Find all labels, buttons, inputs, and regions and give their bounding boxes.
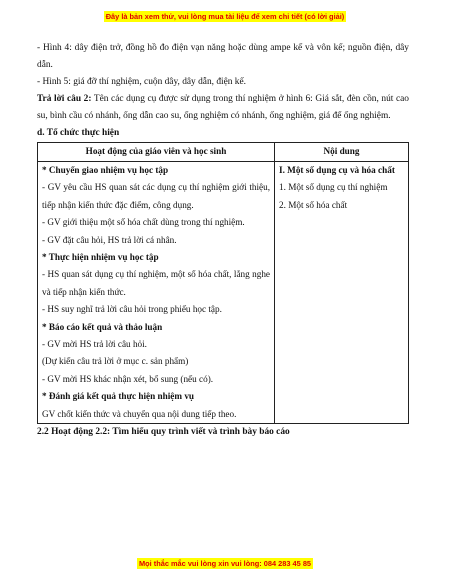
paragraph-answer-2 (37, 91, 409, 125)
content-line: 1. Một số dụng cụ thí nghiệm (279, 182, 388, 193)
table-header-row (38, 143, 409, 162)
table-row (38, 162, 409, 424)
content-line: 2. Một số hóa chất (279, 199, 348, 210)
step-line: - HS suy nghĩ trả lời câu hỏi trong phiếu học tập. (42, 304, 222, 315)
section-heading-d: d. Tổ chức thực hiện (37, 128, 120, 138)
section-heading-2-2: 2.2 Hoạt động 2.2: Tìm hiểu quy trình viết và trình bày báo cáo (37, 427, 290, 438)
contact-footer (0, 553, 450, 571)
step-heading: * Chuyển giao nhiệm vụ học tập (42, 165, 169, 175)
col-header-activities: Hoạt động của giáo viên và học sinh (38, 143, 275, 162)
step-line: - GV mời HS khác nhận xét, bổ sung (nếu có). (42, 373, 214, 384)
content-heading: I. Một số dụng cụ và hóa chất (279, 165, 395, 175)
paragraph-hinh-5: - Hình 5: giá đỡ thí nghiệm, cuộn dây, dây dẫn, điện kế. (37, 77, 246, 87)
content-cell (275, 162, 409, 424)
step-line: - HS quan sát dụng cụ thí nghiệm, một số hóa chất, lắng nghe và tiếp nhận kiến thức. (42, 269, 270, 297)
preview-banner (0, 6, 450, 24)
step-heading: * Thực hiện nhiệm vụ học tập (42, 252, 159, 263)
answer-text: Tên các dụng cụ được sử dụng trong thí nghiệm ở hình 6: Giá sắt, đèn cồn, nút cao su, bình cầu có nhánh, ống dẫn cao su, ống nghiệm có nhánh, ống nghiệm, giá để ống nghiệm. (37, 94, 409, 121)
step-heading: * Báo cáo kết quả và thảo luận (42, 321, 163, 332)
document-body (37, 40, 409, 441)
step-line: GV chốt kiến thức và chuyển qua nội dung tiếp theo. (42, 408, 237, 419)
contact-footer-text: Mọi thắc mắc vui lòng xin vui lòng: 084 283 45 85 (138, 559, 312, 568)
activity-table (37, 142, 409, 424)
col-header-content: Nội dung (275, 143, 409, 162)
step-line: - GV đặt câu hỏi, HS trả lời cá nhân. (42, 234, 177, 245)
step-line: - GV mời HS trả lời câu hỏi. (42, 339, 147, 350)
step-line: (Dự kiến câu trả lời ở mục c. sản phẩm) (42, 356, 189, 367)
paragraph-hinh-4: - Hình 4: dây điện trở, đồng hồ đo điện vạn năng hoặc dùng ampe kế và vôn kế; nguồn điện, dây dẫn. (37, 43, 409, 70)
preview-banner-text: Đây là bản xem thử, vui lòng mua tài liệu để xem chi tiết (có lời giải) (105, 12, 345, 21)
step-line: - GV yêu cầu HS quan sát các dụng cụ thí nghiệm giới thiệu, tiếp nhận kiến thức đặc điểm, công dụng. (42, 182, 270, 210)
step-line: - GV giới thiệu một số hóa chất dùng trong thí nghiệm. (42, 217, 245, 228)
answer-label: Trả lời câu 2: (37, 94, 92, 104)
activities-cell (38, 162, 275, 424)
step-heading: * Đánh giá kết quả thực hiện nhiệm vụ (42, 391, 195, 402)
